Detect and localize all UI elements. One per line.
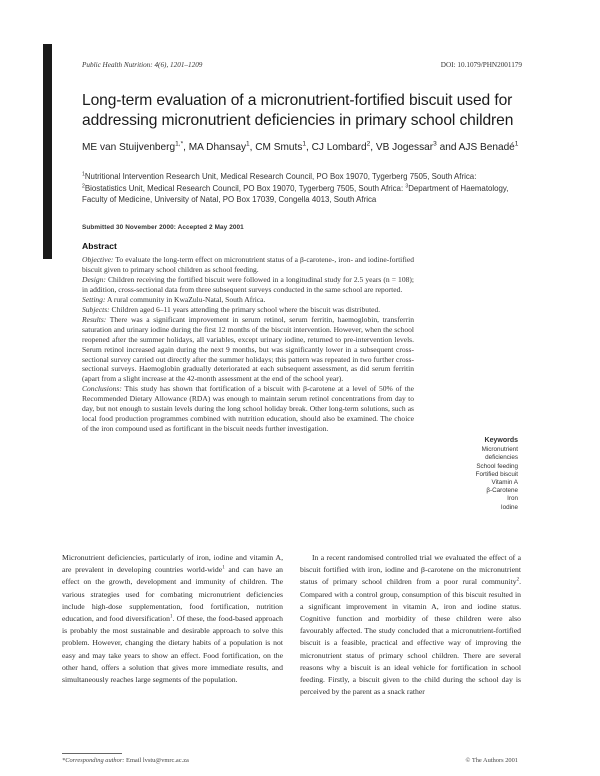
affiliation-text: Biostatistics Unit, Medical Research Council, PO Box 19070, Tygerberg 7505, South Africa: [84,183,406,193]
body-paragraph [300,552,521,698]
citation-ref: 2 [516,577,520,583]
author-affiliation-mark: 2 [366,140,371,148]
author-list [82,141,522,155]
abstract-text: A rural community in KwaZulu-Natal, South Africa. [105,294,266,304]
keyword: Iron [507,495,518,503]
keyword: Vitamin A [491,479,518,487]
doi: DOI: 10.1079/PHN2001179 [440,61,522,69]
keywords-heading: Keywords [484,437,518,444]
keyword: Iodine [500,503,518,511]
abstract-text: This study has shown that fortification of a biscuit with β-carotene at a level of 50% of the Recommended Dietary Allowance (RDA) was enough to maintain serum retinol concentrations from day to day, but not enough to sustain levels during the long school holiday break. Other long-term solutions, such as local food production programmes combined with nutrition education, should also be examined. The choice of the iron compound used as fortificant in the biscuit needs further investigation. [82,384,414,434]
abstract-label: Setting: [82,294,106,304]
author-name: , CM Smuts [249,142,303,153]
abstract-body [82,255,414,434]
citation-ref: 1 [170,614,173,620]
abstract-label: Objective: [82,255,114,264]
article-title: Long-term evaluation of a micronutrient-fortified biscuit used for addressing micronutrient deficiencies in primary school children [82,92,514,129]
keyword: β-Carotene [486,487,518,495]
copyright: © The Authors 2001 [465,757,518,764]
affiliation-text: Nutritional Intervention Research Unit, Medical Research Council, PO Box 19070, Tygerberg 7505, South Africa: [84,172,477,181]
abstract-text: To evaluate the long-term effect on micronutrient status of a β-carotene-, iron- and iodine-fortified biscuit given to primary school children as school feeding. [82,255,414,274]
abstract-label: Results: [82,314,107,324]
body-column-left [62,552,283,686]
abstract-objective [82,255,414,275]
submission-dates: Submitted 30 November 2000: Accepted 2 May 2001 [82,224,244,231]
keyword: Fortified biscuit [475,470,518,478]
body-text: and can have an effect on the growth, development and immunity of children. The various strategies used for combating micronutrient deficiencies include high-dose supplementation, food fortification, nutrition education, and food diversification [62,565,283,624]
author-affiliation-mark: 1 [302,140,307,148]
body-text: . Of these, the food-based approach is probably the most sustainable and desirable approach to solve this problem. However, changing the dietary habits of a population is not easy and may take years to show an effect. Food fortification, on the other hand, offers a solution that gives more immediate results, and simultaneously reaches large segments of the population. [62,614,283,685]
affiliation-text: Department of Haematology, Faculty of Medicine, University of Natal, PO Box 17039, Congella 4013, South Africa [82,183,509,204]
keyword: School feeding [476,462,518,470]
sidebar-bar [43,44,52,259]
author-name: , MA Dhansay [183,142,246,153]
body-text: Micronutrient deficiencies, particularly of iron, iodine and vitamin A, are prevalent in developing countries world-wide [62,553,283,575]
footnote-label: *Corresponding author: [62,757,125,764]
corresponding-email: Email lvstu@vmrc.ac.za [124,757,189,764]
journal-citation: Public Health Nutrition: 4(6), 1201–1209 [82,61,203,69]
abstract-results [82,315,414,385]
corresponding-author-note [62,757,189,764]
abstract-design [82,275,414,295]
author-name: and AJS Benadé [436,142,515,153]
author-name: , VB Jogessar [370,142,434,153]
body-paragraph [62,552,283,686]
affiliation-number: 1 [82,171,85,178]
abstract-heading: Abstract [82,241,117,251]
keywords-box [458,437,518,512]
affiliation-number: 3 [405,182,409,189]
abstract-conclusions [82,384,414,434]
abstract-setting [82,295,414,305]
author-name: ME van Stuijvenberg [82,142,176,153]
abstract-text: Children receiving the fortified biscuit were followed in a longitudinal study for 2.5 years (n = 108); in addition, cross-sectional data from three subsequent surveys conducted in the same school are reported. [82,274,414,294]
abstract-label: Design: [82,274,106,284]
body-text: . Compared with a control group, consumption of this biscuit resulted in a significant improvement in vitamin A, iron and iodine status. Cognitive function and morbidity of these children were also favourably affected. The study concluded that a micronutrient-fortified biscuit is a feasible, practical and effective way of improving the micronutrient status of primary school children. There are several reasons why a biscuit is an ideal vehicle for fortification in school feeding. Firstly, a biscuit given to the child during the school day is perceived by the parent as a snack rather [300,577,521,697]
author-name: , CJ Lombard [306,142,367,153]
abstract-text: There was a significant improvement in serum retinol, serum ferritin, haemoglobin, transferrin saturation and urinary iodine during the first 12 months of the biscuit intervention. However, when the school reopened after the summer holidays, all variables, except urinary iodine, returned to pre-intervention levels. Serum retinol increased again during the next 9 months, but was significantly lower in a subsequent cross-sectional survey carried out directly after the summer holidays; this pattern was repeated in two further cross-sectional surveys. Haemoglobin gradually deteriorated at each subsequent assessment, as did serum ferritin (apart from a slight increase at the 42-month assessment at the end of the school year). [82,314,414,384]
author-affiliation-mark: 1 [246,140,250,148]
affiliations [82,171,522,206]
abstract-subjects [82,305,414,315]
abstract-label: Conclusions: [82,384,122,394]
author-affiliation-mark: 1,* [175,140,184,148]
footnote-divider [62,753,122,754]
keyword: Micronutrient deficiencies [481,446,518,462]
abstract-text: Children aged 6–11 years attending the primary school where the biscuit was distributed. [109,304,381,314]
affiliation-number: 2 [82,182,85,189]
abstract-label: Subjects: [82,304,110,314]
citation-ref: 1 [222,565,225,571]
journal-header [82,61,522,69]
body-text: In a recent randomised controlled trial we evaluated the effect of a biscuit fortified with iron, iodine and β-carotene on the micronutrient status of primary school children from a poor rural community [300,553,521,587]
author-affiliation-mark: 1 [514,140,519,148]
author-affiliation-mark: 3 [433,140,437,148]
body-column-right [300,552,521,698]
